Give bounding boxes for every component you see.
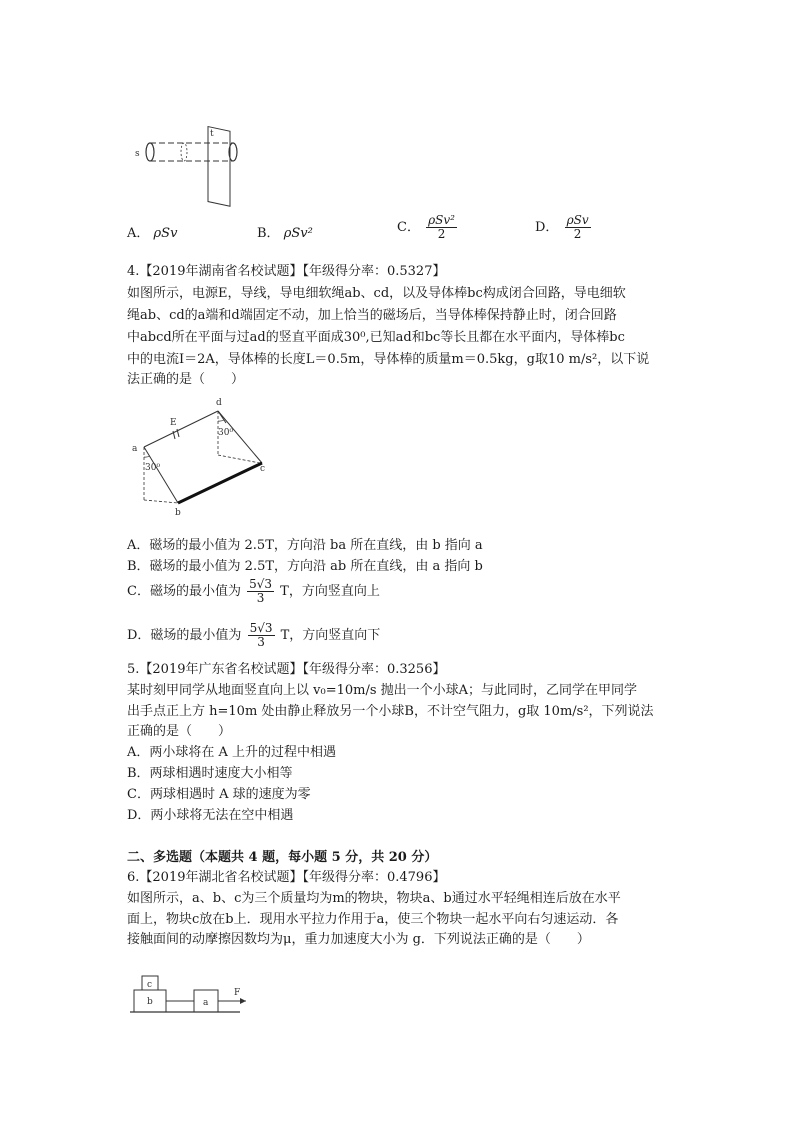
q4-label-a: a: [132, 444, 138, 454]
q3-option-b-expr: ρSv²: [283, 226, 313, 241]
q4-label-E: E: [170, 418, 177, 428]
q3-option-c-fraction: $\frac{\text{ρSv²}}{2}$: [428, 213, 455, 241]
q6-body-line-2: 面上，物块c放在b上．现用水平拉力作用于a，使三个物块一起水平向右匀速运动．各: [127, 912, 619, 927]
q6-label-a: a: [203, 998, 209, 1008]
q6-body-line-1: 如图所示，a、b、c为三个质量均为m的物块，物块a、b通过水平轻绳相连后放在水平: [127, 891, 621, 906]
q5-body-line-3: 正确的是（ ）: [127, 724, 232, 739]
q3-option-c: C． $\frac{\text{ρSv²}}{2}$: [397, 213, 455, 241]
q4-label-b: b: [175, 508, 181, 518]
q4-option-c-fraction: $\frac{5√3}{3}$: [249, 577, 273, 605]
q4-label-c: c: [260, 464, 266, 474]
q5-header: 5.【2019年广东省名校试题】【年级得分率：0.3256】: [127, 662, 446, 677]
q4-body-line-5: 法正确的是（ ）: [127, 372, 245, 387]
q6-label-c: c: [147, 980, 153, 990]
q3-option-d: D． $\frac{\text{ρSv}}{2}$: [535, 213, 589, 241]
q3-option-b: B． ρSv²: [257, 226, 313, 241]
q3-pipe-figure: [130, 110, 260, 190]
q4-body-line-3: 中abcd所在平面与过ad的竖直平面成30⁰,已知ad和bc等长且都在水平面内，导体棒bc: [127, 330, 625, 345]
q3-label-t: t: [210, 129, 214, 139]
q4-option-a: A．磁场的最小值为 2.5T，方向沿 ba 所在直线，由 b 指向 a: [127, 538, 483, 553]
q3-option-a-expr: ρSv: [153, 226, 178, 241]
section2-title: 二、多选题（本题共 4 题，每小题 5 分，共 20 分）: [127, 850, 438, 865]
q4-body-line-1: 如图所示，电源E，导线，导电细软绳ab、cd，以及导体棒bc构成闭合回路，导电细软: [127, 286, 626, 301]
q4-header: 4.【2019年湖南省名校试题】【年级得分率：0.5327】: [127, 264, 446, 279]
q4-label-angle-a: 30⁰: [145, 463, 161, 473]
q4-option-c: C．磁场的最小值为 $\frac{5√3}{3}$ T，方向竖直向上: [127, 577, 380, 605]
q5-option-a: A．两小球将在 A 上升的过程中相遇: [127, 745, 337, 760]
q3-option-a: A． ρSv: [127, 226, 178, 241]
q5-body-line-1: 某时刻甲同学从地面竖直向上以 v₀=10m/s 抛出一个小球A；与此同时，乙同学在甲同学: [127, 683, 638, 698]
q6-header: 6.【2019年湖北省名校试题】【年级得分率：0.4796】: [127, 870, 446, 885]
q4-option-d: D．磁场的最小值为 $\frac{5√3}{3}$ T，方向竖直向下: [127, 621, 381, 649]
q4-option-d-fraction: $\frac{5√3}{3}$: [249, 621, 273, 649]
q3-label-s: s: [135, 149, 140, 159]
q6-label-F: F: [234, 988, 241, 998]
q5-option-d: D．两小球将无法在空中相遇: [127, 808, 294, 823]
q5-option-c: C．两球相遇时 A 球的速度为零: [127, 787, 311, 802]
q6-blocks-figure: [130, 970, 260, 1020]
q4-label-angle-d: 30⁰: [218, 428, 234, 438]
q5-body-line-2: 出手点正上方 h=10m 处由静止释放另一个小球B，不计空气阻力，g取 10m/s²，下列说法: [127, 704, 654, 719]
q4-label-d: d: [216, 398, 222, 408]
q6-label-b: b: [147, 997, 153, 1007]
q4-option-b: B．磁场的最小值为 2.5T，方向沿 ab 所在直线，由 a 指向 b: [127, 559, 483, 574]
q4-body-line-4: 中的电流I＝2A，导体棒的长度L＝0.5m，导体棒的质量m＝0.5kg，g取10 m/s²，以下说: [127, 352, 650, 367]
q4-circuit-figure: [130, 395, 280, 520]
q6-body-line-3: 接触面间的动摩擦因数均为μ，重力加速度大小为 g．下列说法正确的是（ ）: [127, 932, 590, 947]
q3-option-d-fraction: $\frac{\text{ρSv}}{2}$: [566, 213, 589, 241]
q5-option-b: B．两球相遇时速度大小相等: [127, 766, 293, 781]
q4-body-line-2: 绳ab、cd的a端和d端固定不动，加上恰当的磁场后，当导体棒保持静止时，闭合回路: [127, 308, 617, 323]
